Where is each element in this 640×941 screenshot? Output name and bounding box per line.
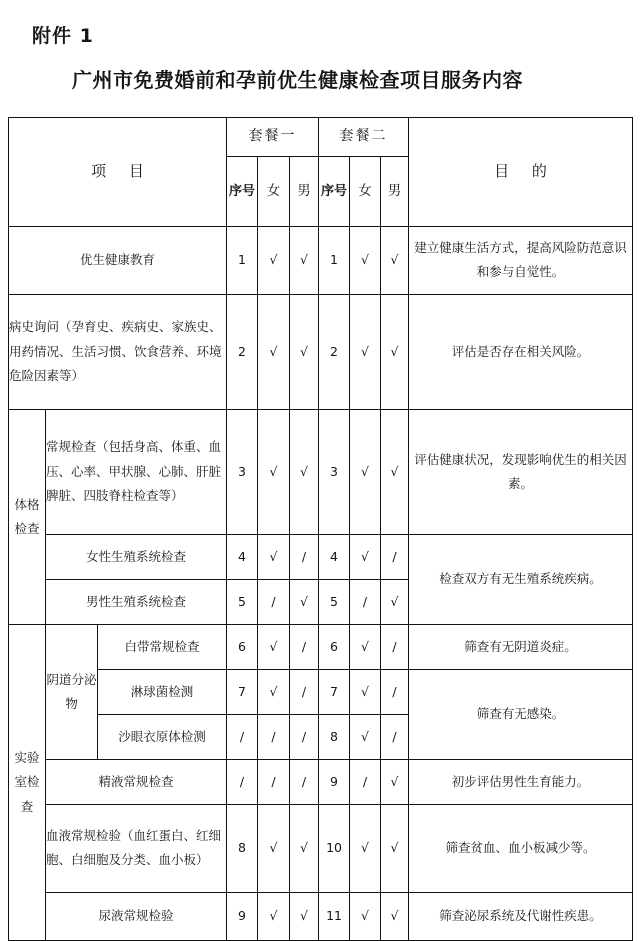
row-item: 沙眼衣原体检测 — [98, 714, 227, 759]
cell-p1-female: √ — [258, 409, 290, 534]
row-item: 女性生殖系统检查 — [46, 534, 227, 579]
table-head — [9, 117, 633, 226]
cell-p2-female: √ — [350, 624, 381, 669]
cell-p1-male: √ — [290, 892, 319, 940]
cell-p2-male: / — [381, 534, 409, 579]
row-item: 白带常规检查 — [98, 624, 227, 669]
cell-p2-seq: 8 — [319, 714, 350, 759]
row-purpose: 评估是否存在相关风险。 — [409, 294, 633, 409]
cell-p2-male: √ — [381, 409, 409, 534]
cell-p2-male: √ — [381, 294, 409, 409]
cell-p1-male: √ — [290, 804, 319, 892]
row-purpose: 检查双方有无生殖系统疾病。 — [409, 534, 633, 624]
header-seq-p1-label: 序号 — [229, 184, 256, 200]
row-purpose: 筛查贫血、血小板减少等。 — [409, 804, 633, 892]
row-category-label: 实验室检查 — [14, 749, 40, 814]
header-female-p2: 女 — [350, 156, 381, 226]
row-subgroup: 阴道分泌物 — [46, 624, 98, 759]
cell-p1-female: / — [258, 714, 290, 759]
row-purpose: 建立健康生活方式，提高风险防范意识和参与自觉性。 — [409, 226, 633, 294]
cell-p1-seq: 4 — [227, 534, 258, 579]
cell-p2-seq: 11 — [319, 892, 350, 940]
cell-p2-seq: 1 — [319, 226, 350, 294]
table-row — [9, 892, 633, 940]
header-purpose: 目 的 — [409, 117, 633, 226]
table-row — [9, 294, 633, 409]
cell-p2-female: √ — [350, 409, 381, 534]
cell-p1-seq: 3 — [227, 409, 258, 534]
cell-p1-male: √ — [290, 409, 319, 534]
row-purpose: 筛查有无阴道炎症。 — [409, 624, 633, 669]
row-category — [9, 409, 46, 624]
cell-p2-female: √ — [350, 892, 381, 940]
cell-p2-male: / — [381, 714, 409, 759]
row-category — [9, 624, 46, 940]
cell-p2-male: √ — [381, 892, 409, 940]
cell-p1-female: √ — [258, 294, 290, 409]
cell-p1-seq: 5 — [227, 579, 258, 624]
row-purpose: 筛查泌尿系统及代谢性疾患。 — [409, 892, 633, 940]
cell-p1-seq: 6 — [227, 624, 258, 669]
row-item: 病史询问（孕育史、疾病史、家族史、用药情况、生活习惯、饮食营养、环境危险因素等） — [9, 294, 227, 409]
row-item: 精液常规检查 — [46, 759, 227, 804]
row-category-label: 体格检查 — [14, 496, 40, 536]
table-row — [9, 534, 633, 579]
row-item: 尿液常规检验 — [46, 892, 227, 940]
cell-p2-male: √ — [381, 804, 409, 892]
table-row — [9, 669, 633, 714]
cell-p1-female: √ — [258, 624, 290, 669]
cell-p1-seq: 2 — [227, 294, 258, 409]
document-page — [0, 26, 640, 922]
table-row — [9, 804, 633, 892]
row-purpose: 筛查有无感染。 — [409, 669, 633, 759]
cell-p2-seq: 7 — [319, 669, 350, 714]
cell-p2-seq: 2 — [319, 294, 350, 409]
cell-p1-male: / — [290, 714, 319, 759]
cell-p1-female: √ — [258, 226, 290, 294]
header-package-2: 套餐二 — [319, 117, 409, 156]
header-male-p1: 男 — [290, 156, 319, 226]
page-title: 广州市免费婚前和孕前优生健康检查项目服务内容 — [72, 67, 523, 92]
table-row — [9, 409, 633, 534]
cell-p2-male: √ — [381, 579, 409, 624]
cell-p2-seq: 6 — [319, 624, 350, 669]
cell-p2-female: / — [350, 579, 381, 624]
cell-p1-male: √ — [290, 226, 319, 294]
header-item: 项 目 — [9, 117, 227, 226]
header-female-p1: 女 — [258, 156, 290, 226]
cell-p1-male: / — [290, 534, 319, 579]
row-purpose: 评估健康状况，发现影响优生的相关因素。 — [409, 409, 633, 534]
header-seq-p2 — [319, 156, 350, 226]
service-content-table — [8, 117, 633, 941]
row-item: 优生健康教育 — [9, 226, 227, 294]
cell-p1-female: / — [258, 759, 290, 804]
header-seq-p1 — [227, 156, 258, 226]
row-item: 淋球菌检测 — [98, 669, 227, 714]
cell-p1-seq: 7 — [227, 669, 258, 714]
cell-p2-female: √ — [350, 294, 381, 409]
table-body — [9, 226, 633, 940]
cell-p1-male: √ — [290, 579, 319, 624]
table-row — [9, 759, 633, 804]
cell-p1-male: / — [290, 669, 319, 714]
cell-p1-seq: / — [227, 714, 258, 759]
cell-p2-female: √ — [350, 534, 381, 579]
table-row — [9, 624, 633, 669]
cell-p1-female: / — [258, 579, 290, 624]
table-row — [9, 226, 633, 294]
cell-p2-female: / — [350, 759, 381, 804]
header-package-1: 套餐一 — [227, 117, 319, 156]
cell-p2-seq: 9 — [319, 759, 350, 804]
cell-p1-seq: 8 — [227, 804, 258, 892]
cell-p1-female: √ — [258, 669, 290, 714]
cell-p1-seq: / — [227, 759, 258, 804]
cell-p2-female: √ — [350, 714, 381, 759]
cell-p2-seq: 3 — [319, 409, 350, 534]
header-row-top — [9, 117, 633, 156]
header-male-p2: 男 — [381, 156, 409, 226]
cell-p2-male: / — [381, 624, 409, 669]
cell-p2-female: √ — [350, 226, 381, 294]
cell-p1-male: / — [290, 624, 319, 669]
cell-p2-male: √ — [381, 226, 409, 294]
cell-p2-female: √ — [350, 804, 381, 892]
cell-p1-seq: 1 — [227, 226, 258, 294]
row-purpose: 初步评估男性生育能力。 — [409, 759, 633, 804]
cell-p1-male: √ — [290, 294, 319, 409]
cell-p2-seq: 10 — [319, 804, 350, 892]
cell-p1-male: / — [290, 759, 319, 804]
cell-p2-seq: 4 — [319, 534, 350, 579]
cell-p2-female: √ — [350, 669, 381, 714]
cell-p1-female: √ — [258, 534, 290, 579]
cell-p2-male: / — [381, 669, 409, 714]
row-item: 男性生殖系统检查 — [46, 579, 227, 624]
attachment-label: 附件 1 — [32, 25, 94, 47]
row-item: 常规检查（包括身高、体重、血压、心率、甲状腺、心肺、肝脏脾脏、四肢脊柱检查等） — [46, 409, 227, 534]
cell-p1-female: √ — [258, 804, 290, 892]
cell-p1-female: √ — [258, 892, 290, 940]
service-content-table-wrapper — [8, 117, 632, 941]
cell-p1-seq: 9 — [227, 892, 258, 940]
row-item: 血液常规检验（血红蛋白、红细胞、白细胞及分类、血小板） — [46, 804, 227, 892]
header-seq-p2-label: 序号 — [321, 184, 348, 200]
cell-p2-male: √ — [381, 759, 409, 804]
cell-p2-seq: 5 — [319, 579, 350, 624]
